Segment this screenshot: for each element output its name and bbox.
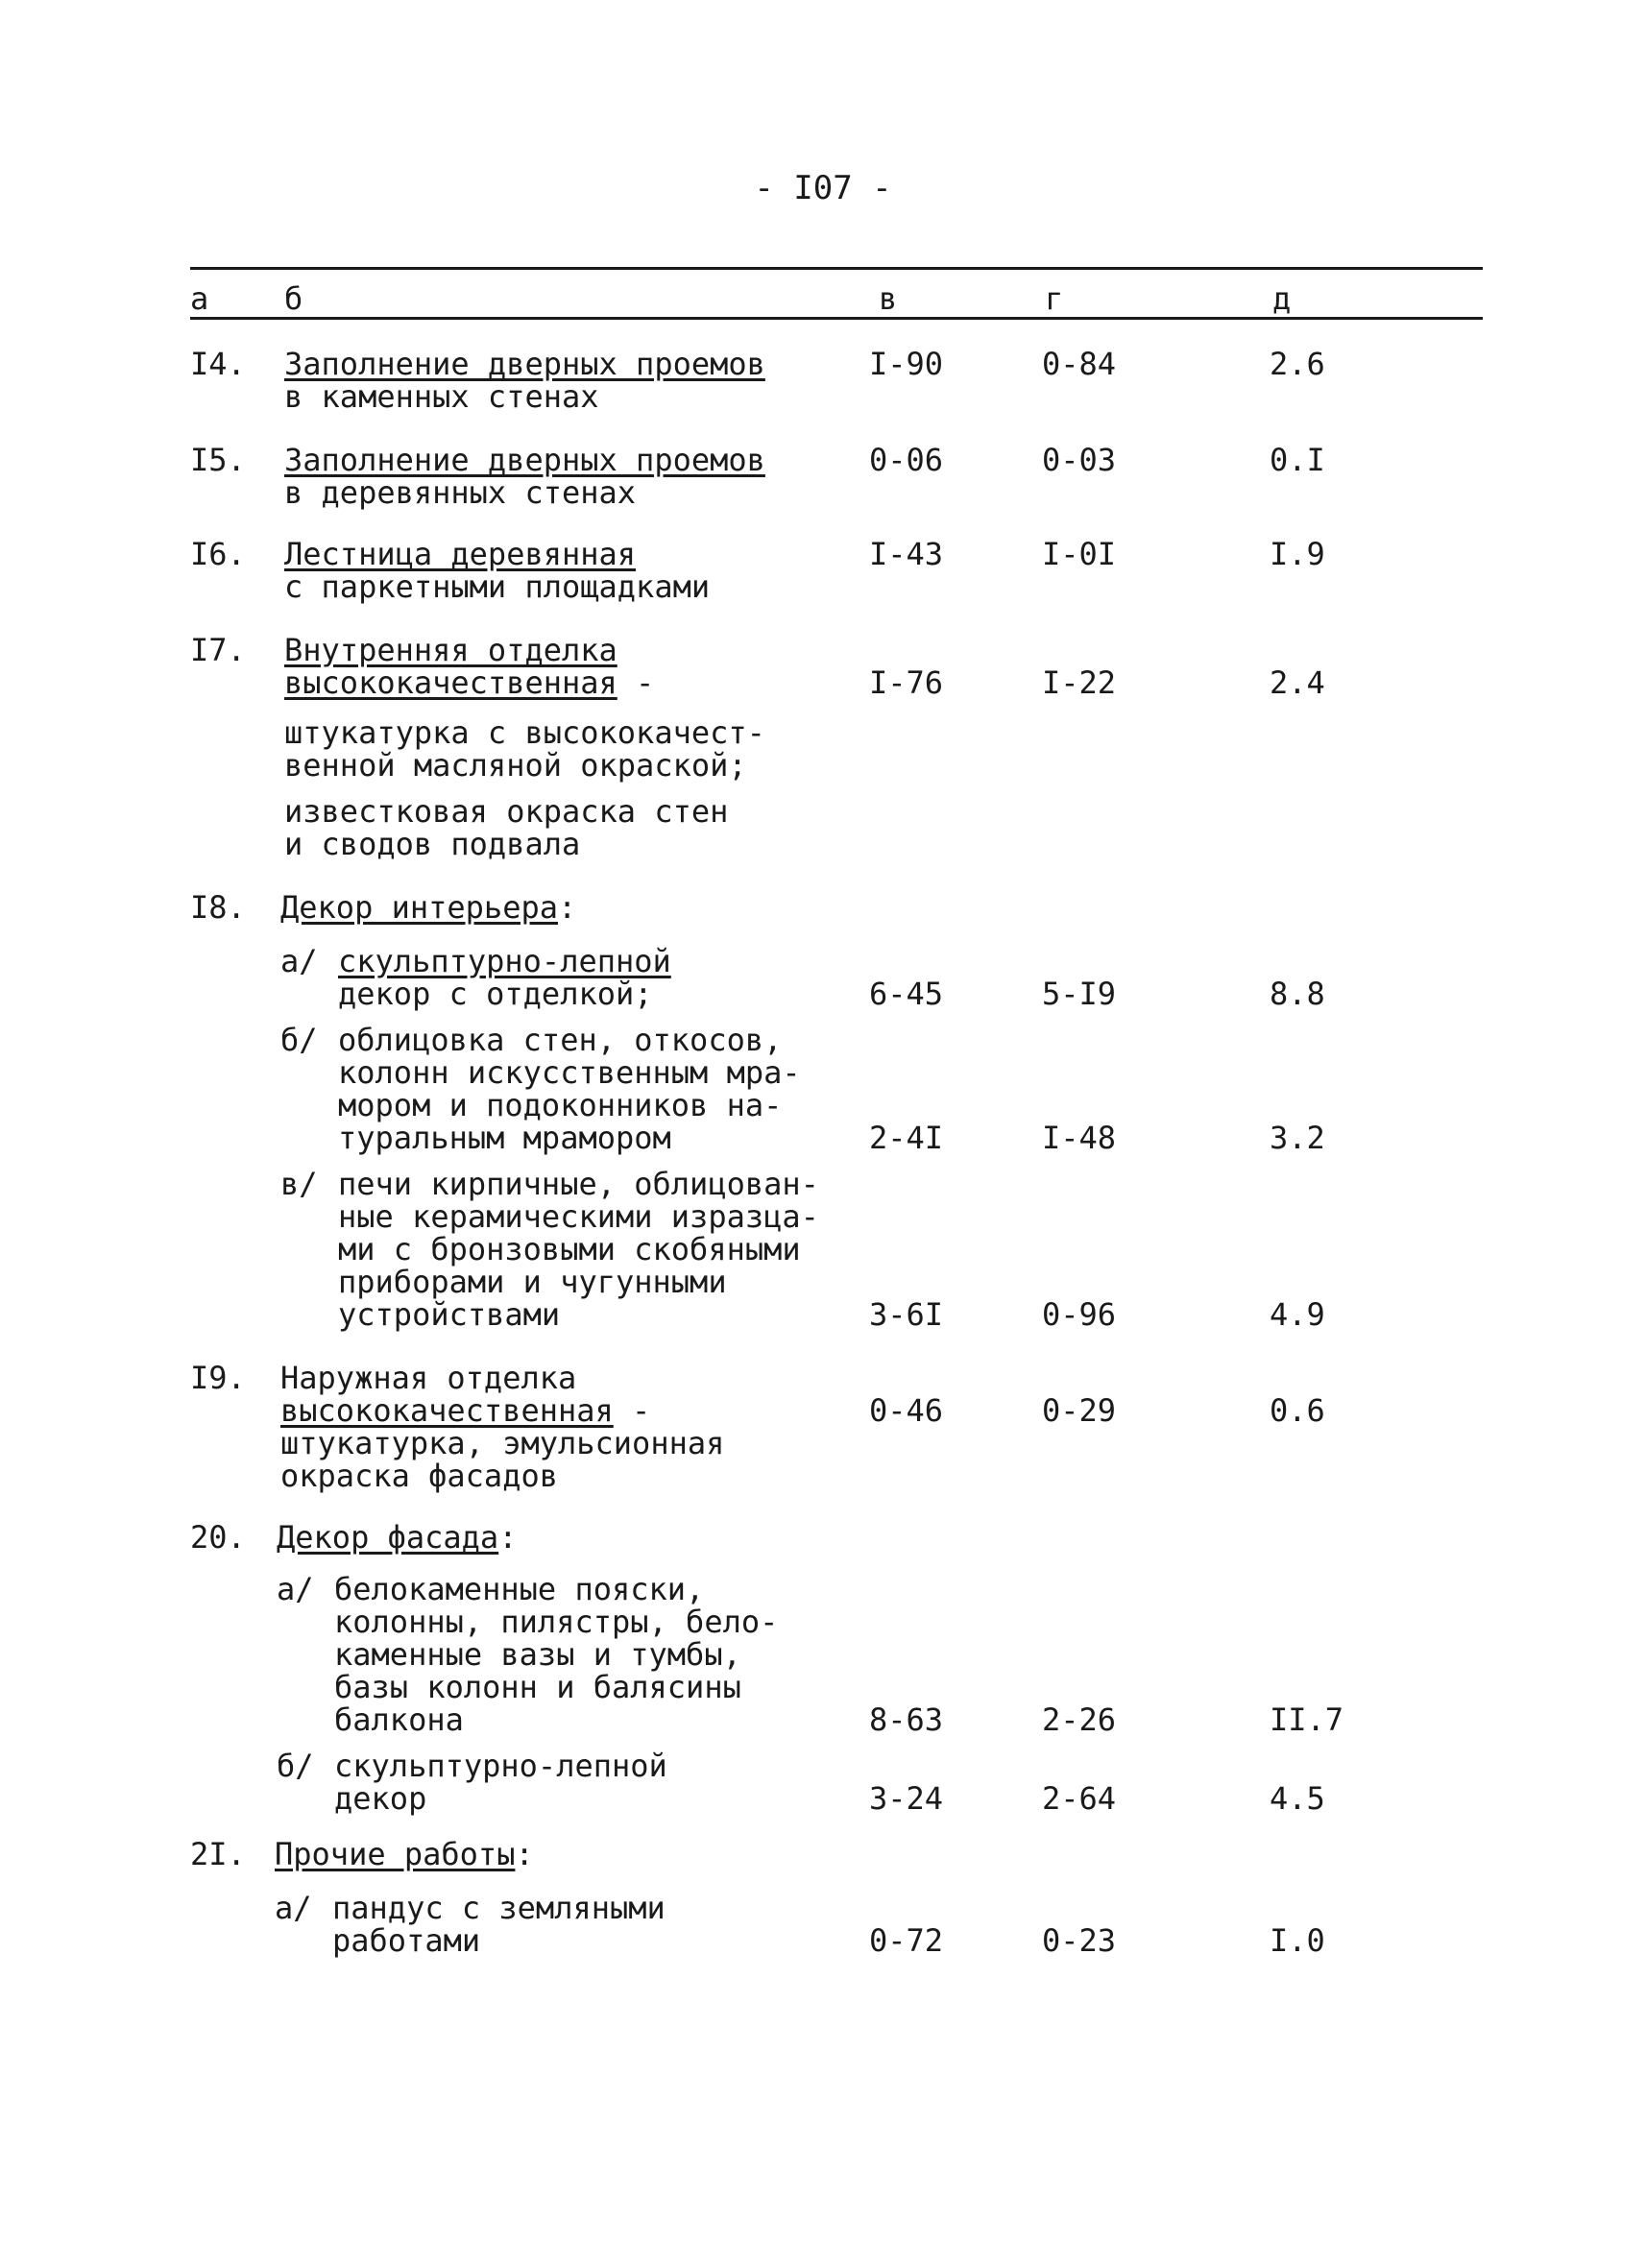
row-text-line: Заполнение дверных проемов xyxy=(284,346,765,382)
value-g: 0-96 xyxy=(1042,1296,1117,1333)
sub-label: б/ xyxy=(277,1748,314,1784)
row-text-line: скульптурно-лепной xyxy=(338,943,671,979)
row-text-line: декор с отделкой; xyxy=(338,976,653,1012)
value-d: 4.9 xyxy=(1270,1296,1325,1333)
row-text-line: ные керамическими изразца- xyxy=(338,1198,819,1235)
table-top-rule xyxy=(190,267,1483,270)
row-text-underlined: высококачественная xyxy=(280,1392,614,1429)
row-number: I8. xyxy=(190,889,246,926)
value-d: I.9 xyxy=(1270,536,1325,572)
value-d: 2.6 xyxy=(1270,346,1325,382)
row-number: I4. xyxy=(190,346,246,382)
column-header-g: г xyxy=(1045,280,1064,317)
row-text-underlined: Декор фасада xyxy=(277,1519,499,1556)
row-text-suffix: - xyxy=(617,664,655,701)
row-text-line: пандус с земляными xyxy=(332,1890,666,1926)
value-g: I-0I xyxy=(1042,536,1117,572)
value-d: 0.I xyxy=(1270,442,1325,478)
row-text-line: Внутренняя отделка xyxy=(284,632,617,668)
value-d: I.0 xyxy=(1270,1922,1325,1959)
value-g: I-22 xyxy=(1042,664,1117,701)
row-text-underlined: высококачественная xyxy=(284,664,617,701)
row-text-line: белокаменные пояски, xyxy=(334,1571,705,1607)
value-g: 0-84 xyxy=(1042,346,1117,382)
row-text-line: мором и подоконников на- xyxy=(338,1087,783,1123)
value-d: 0.6 xyxy=(1270,1392,1325,1429)
row-text-line: приборами и чугунными xyxy=(338,1264,727,1300)
row-text-suffix: : xyxy=(557,889,577,926)
value-d: 4.5 xyxy=(1270,1780,1325,1817)
row-text-line: колонны, пилястры, бело- xyxy=(334,1604,779,1640)
row-text-line xyxy=(277,1521,517,1554)
value-v: I-90 xyxy=(869,346,944,382)
value-v: I-76 xyxy=(869,664,944,701)
row-text-line xyxy=(280,891,576,924)
row-text-line: штукатурка с высококачест- xyxy=(284,714,765,751)
row-number: 2I. xyxy=(190,1836,246,1872)
column-header-b: б xyxy=(284,280,303,317)
sub-label: в/ xyxy=(280,1166,318,1202)
row-text-line: в каменных стенах xyxy=(284,378,599,415)
row-text-line: облицовка стен, откосов, xyxy=(338,1022,783,1058)
row-text-line: с паркетными площадками xyxy=(284,568,711,605)
sub-label: а/ xyxy=(275,1890,312,1926)
value-g: I-48 xyxy=(1042,1120,1117,1156)
value-g: 2-64 xyxy=(1042,1780,1117,1817)
value-g: 0-23 xyxy=(1042,1922,1117,1959)
table-header-rule xyxy=(190,317,1483,320)
value-v: 0-46 xyxy=(869,1392,944,1429)
column-header-a: а xyxy=(190,280,209,317)
row-number: I5. xyxy=(190,442,246,478)
row-text-line xyxy=(284,666,654,699)
value-v: 2-4I xyxy=(869,1120,944,1156)
row-text-line xyxy=(275,1838,534,1870)
value-v: 6-45 xyxy=(869,976,944,1012)
sub-label: б/ xyxy=(280,1022,318,1058)
row-text-suffix: : xyxy=(515,1836,534,1872)
value-v: 3-6I xyxy=(869,1296,944,1333)
value-d: 8.8 xyxy=(1270,976,1325,1012)
row-text-line: в деревянных стенах xyxy=(284,474,637,511)
row-number: I9. xyxy=(190,1360,246,1396)
row-text-line: устройствами xyxy=(338,1296,561,1333)
row-text-line: Заполнение дверных проемов xyxy=(284,442,765,478)
row-text-line: колонн искусственным мра- xyxy=(338,1054,801,1091)
value-v: 8-63 xyxy=(869,1701,944,1738)
value-d: 3.2 xyxy=(1270,1120,1325,1156)
row-number: I6. xyxy=(190,536,246,572)
value-d: 2.4 xyxy=(1270,664,1325,701)
row-number: 20. xyxy=(190,1519,246,1556)
value-g: 0-03 xyxy=(1042,442,1117,478)
row-text-line: Лестница деревянная xyxy=(284,536,637,572)
row-text-line: туральным мрамором xyxy=(338,1120,671,1156)
value-d: II.7 xyxy=(1270,1701,1344,1738)
row-text-suffix: - xyxy=(613,1392,651,1429)
row-text-underlined: Прочие работы xyxy=(275,1836,516,1872)
row-text-line: штукатурка, эмульсионная xyxy=(280,1425,725,1461)
column-header-d: д xyxy=(1272,280,1292,317)
row-text-underlined: Декор интерьера xyxy=(280,889,558,926)
row-text-line: работами xyxy=(332,1922,481,1959)
row-text-line: ми с бронзовыми скобяными xyxy=(338,1231,801,1267)
row-text-line: Наружная отделка xyxy=(280,1360,577,1396)
value-v: I-43 xyxy=(869,536,944,572)
row-text-suffix: : xyxy=(498,1519,518,1556)
row-text-line: скульптурно-лепной xyxy=(334,1748,667,1784)
column-header-v: в xyxy=(879,280,898,317)
row-text-line: венной масляной окраской; xyxy=(284,747,747,784)
value-v: 3-24 xyxy=(869,1780,944,1817)
row-text-line: балкона xyxy=(334,1701,464,1738)
row-text-line: каменные вазы и тумбы, xyxy=(334,1636,741,1673)
row-text-line: известковая окраска стен xyxy=(284,793,729,830)
value-g: 0-29 xyxy=(1042,1392,1117,1429)
row-text-line: и сводов подвала xyxy=(284,826,581,862)
value-g: 5-I9 xyxy=(1042,976,1117,1012)
value-v: 0-06 xyxy=(869,442,944,478)
row-text-line: печи кирпичные, облицован- xyxy=(338,1166,819,1202)
sub-label: а/ xyxy=(280,943,318,979)
row-text-line: декор xyxy=(334,1780,427,1817)
value-v: 0-72 xyxy=(869,1922,944,1959)
value-g: 2-26 xyxy=(1042,1701,1117,1738)
row-number: I7. xyxy=(190,632,246,668)
page-number: - I07 - xyxy=(754,169,892,207)
row-text-line: окраска фасадов xyxy=(280,1458,558,1494)
row-text-line xyxy=(280,1394,650,1427)
row-text-line: базы колонн и балясины xyxy=(334,1669,741,1705)
sub-label: а/ xyxy=(277,1571,314,1607)
